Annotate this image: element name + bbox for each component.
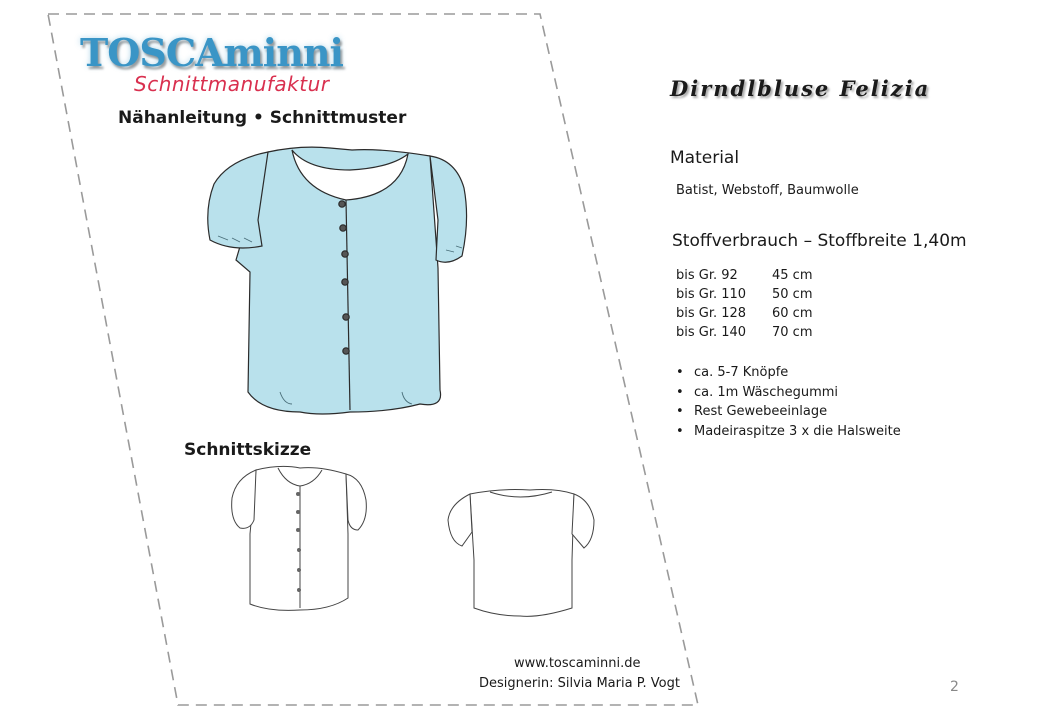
logo-wordmark: TOSCAminni (80, 30, 343, 75)
list-item: • Rest Gewebeeinlage (676, 404, 901, 424)
sketch-front (232, 466, 367, 610)
page-number: 2 (950, 679, 959, 695)
usage-amount: 60 cm (772, 306, 813, 321)
list-item: • Madeiraspitze 3 x die Halsweite (676, 424, 901, 444)
usage-size: bis Gr. 128 (676, 306, 747, 321)
fabric-heading: Stoffverbrauch – Stoffbreite 1,40m (672, 231, 967, 251)
usage-row (676, 268, 813, 287)
usage-size: bis Gr. 110 (676, 287, 747, 302)
designer-credit: Designerin: Silvia Maria P. Vogt (479, 676, 680, 691)
list-item: • ca. 5-7 Knöpfe (676, 365, 901, 385)
sketch-heading: Schnittskizze (184, 440, 312, 460)
supplies-list (676, 365, 901, 443)
material-heading: Material (670, 148, 740, 168)
list-item: • ca. 1m Wäschegummi (676, 385, 901, 405)
material-text: Batist, Webstoff, Baumwolle (676, 183, 859, 198)
usage-row (676, 325, 813, 344)
usage-size: bis Gr. 140 (676, 325, 747, 340)
usage-amount: 45 cm (772, 268, 813, 283)
website-url: www.toscaminni.de (514, 656, 641, 671)
card-header: Nähanleitung • Schnittmuster (118, 108, 407, 128)
fabric-usage-table (676, 268, 813, 344)
page-title: Dirndlbluse Felizia (670, 76, 931, 101)
usage-row (676, 287, 813, 306)
usage-amount: 70 cm (772, 325, 813, 340)
logo-subtitle: Schnittmanufaktur (134, 72, 330, 96)
usage-row (676, 306, 813, 325)
usage-size: bis Gr. 92 (676, 268, 738, 283)
usage-amount: 50 cm (772, 287, 813, 302)
